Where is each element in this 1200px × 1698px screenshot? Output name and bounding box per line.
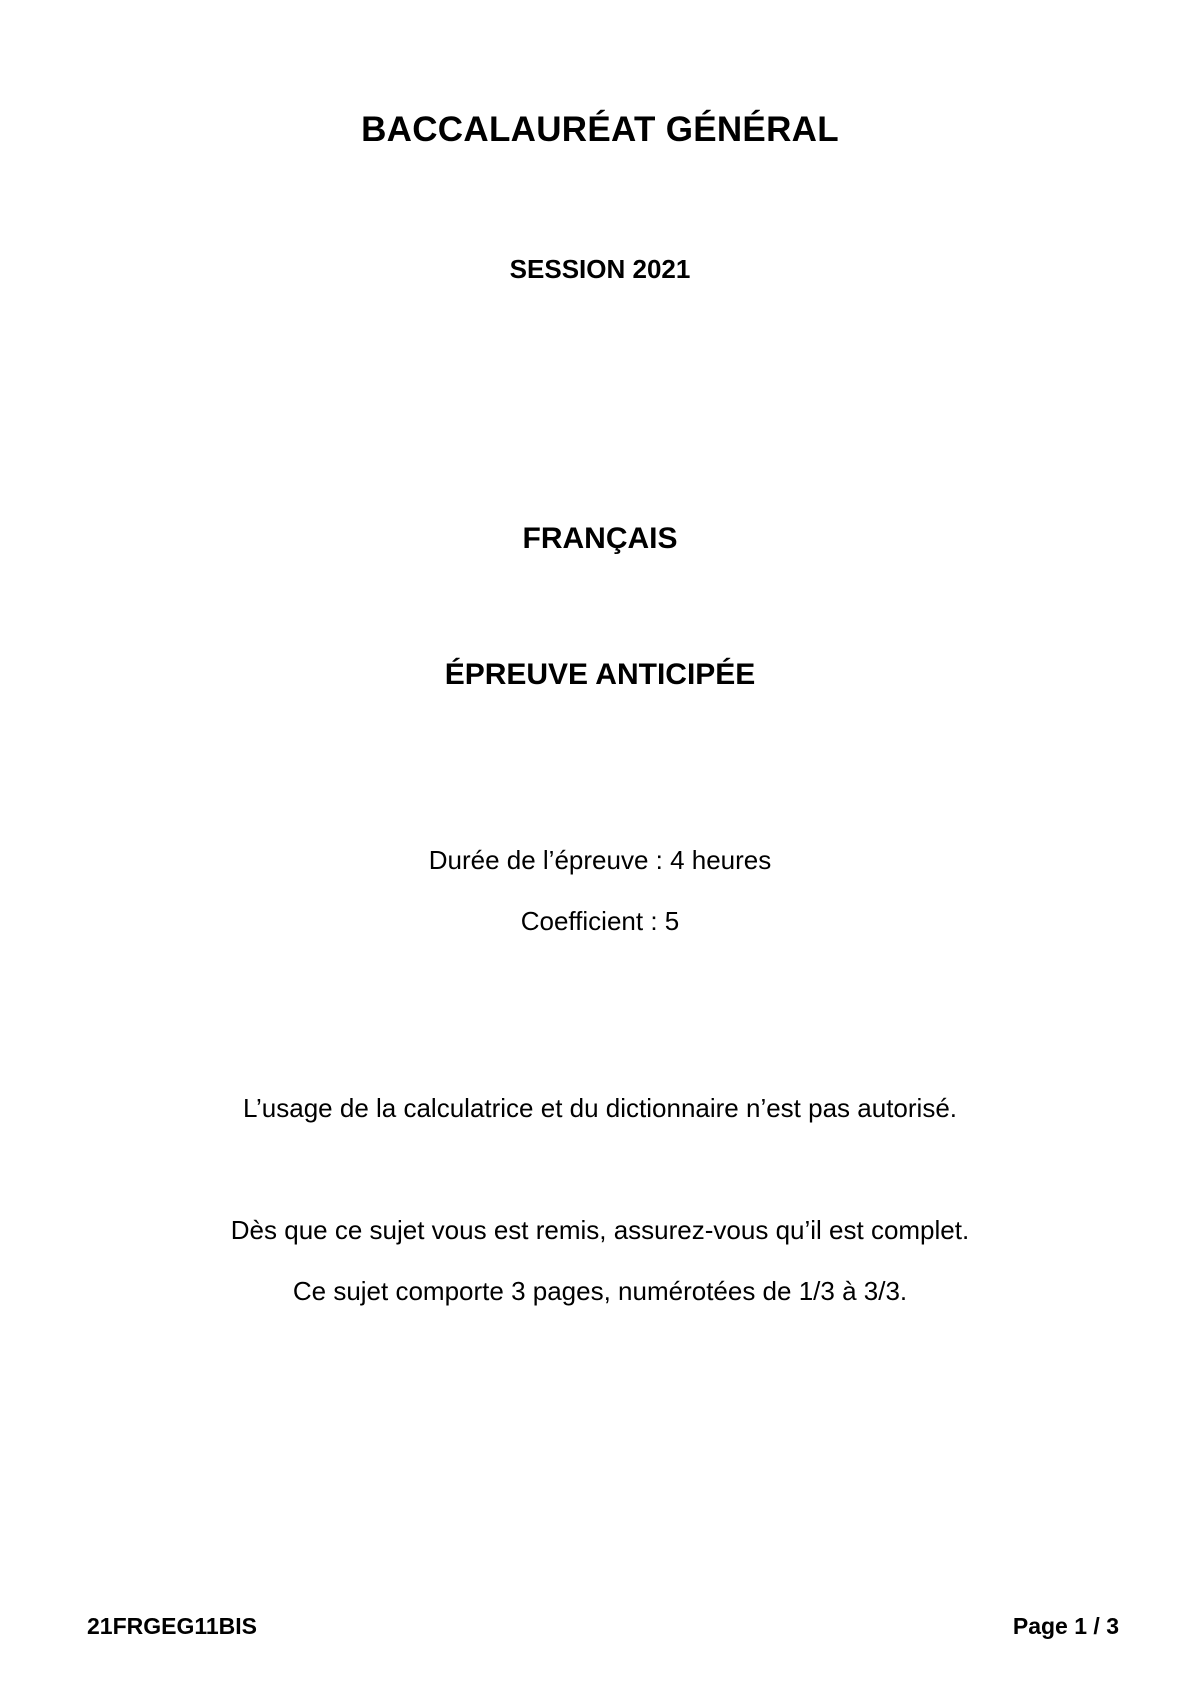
exam-coefficient: Coefficient : 5 bbox=[520, 906, 680, 936]
calculator-dictionary-notice: L’usage de la calculatrice et du dictionnaire n’est pas autorisé. bbox=[243, 1093, 957, 1123]
exam-duration: Durée de l’épreuve : 4 heures bbox=[428, 845, 772, 875]
page-number: Page 1 / 3 bbox=[1012, 1613, 1119, 1639]
session-label: SESSION 2021 bbox=[509, 254, 691, 284]
exam-type-heading: ÉPREUVE ANTICIPÉE bbox=[444, 658, 756, 691]
subject-heading: FRANÇAIS bbox=[522, 522, 678, 555]
document-code: 21FRGEG11BIS bbox=[87, 1613, 258, 1639]
document-title: BACCALAURÉAT GÉNÉRAL bbox=[361, 110, 839, 149]
page-count-instruction: Ce sujet comporte 3 pages, numérotées de 1/3 à 3/3. bbox=[292, 1276, 908, 1306]
completeness-instruction: Dès que ce sujet vous est remis, assurez-vous qu’il est complet. bbox=[230, 1215, 970, 1245]
